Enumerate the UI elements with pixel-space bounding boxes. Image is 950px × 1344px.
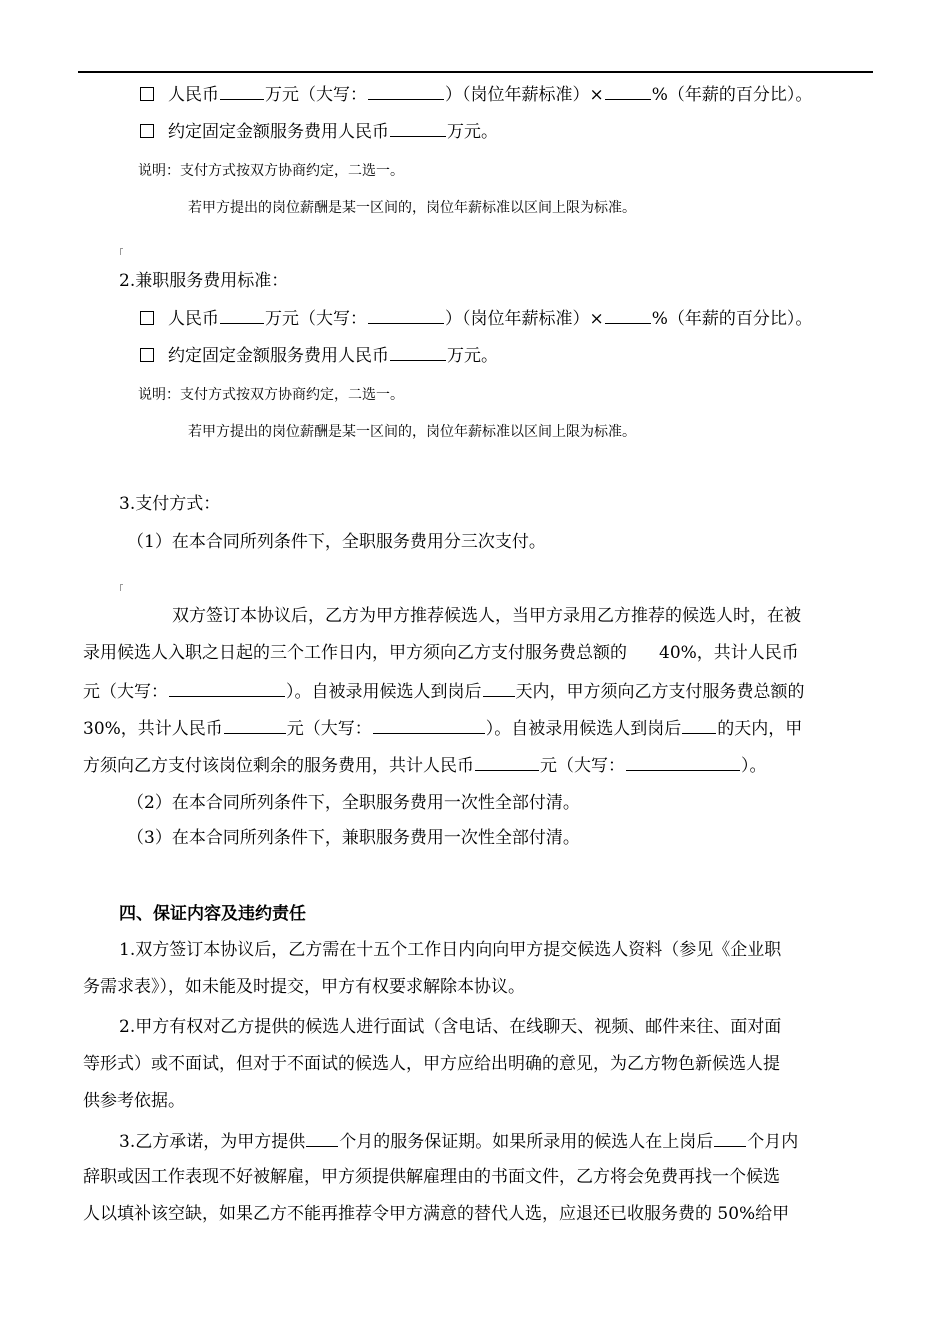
fee-option-percentage: 人民币 万元（大写： ）（岗位年薪标准）× %（年薪的百分比）。	[140, 306, 812, 330]
paragraph-line: 辞职或因工作表现不好被解雇，甲方须提供解雇理由的书面文件，乙方将会免费再找一个候选	[83, 1167, 780, 1187]
paragraph-line: 人以填补该空缺，如果乙方不能再推荐令甲方满意的替代人选，应退还已收服务费的 50%给甲	[83, 1204, 790, 1224]
checkbox-icon[interactable]	[140, 311, 154, 325]
blank-field[interactable]	[224, 716, 286, 734]
blank-field[interactable]	[714, 1129, 746, 1147]
header-rule	[78, 71, 873, 73]
blank-field[interactable]	[483, 679, 515, 697]
paragraph-line: 供参考依据。	[83, 1091, 185, 1111]
blank-field[interactable]	[169, 679, 285, 697]
paragraph-line: 双方签订本协议后，乙方为甲方推荐候选人，当甲方录用乙方推荐的候选人时，在被	[172, 606, 801, 626]
list-item: （2）在本合同所列条件下，全职服务费用一次性全部付清。	[127, 793, 580, 813]
paragraph-line: 30%，共计人民币 元（大写： ）。自被录用候选人到岗后 的天内，甲	[83, 716, 802, 740]
paragraph-line: 1.双方签订本协议后，乙方需在十五个工作日内向向甲方提交候选人资料（参见《企业职	[119, 940, 782, 960]
paragraph-line: 方须向乙方支付该岗位剩余的服务费用，共计人民币 元（大写： ）。	[83, 753, 767, 777]
note-line: 说明：支付方式按双方协商约定，二选一。	[138, 163, 404, 179]
blank-field[interactable]	[220, 306, 264, 324]
blank-field[interactable]	[306, 1129, 338, 1147]
blank-field[interactable]	[390, 119, 446, 137]
paragraph-mark	[120, 248, 123, 255]
blank-field[interactable]	[373, 716, 485, 734]
checkbox-icon[interactable]	[140, 348, 154, 362]
paragraph-line: 务需求表》），如未能及时提交，甲方有权要求解除本协议。	[83, 977, 525, 997]
section-heading: 四、保证内容及违约责任	[119, 904, 306, 924]
blank-field[interactable]	[605, 306, 651, 324]
checkbox-icon[interactable]	[140, 87, 154, 101]
list-item: （1）在本合同所列条件下，全职服务费用分三次支付。	[127, 532, 546, 552]
note-line: 若甲方提出的岗位薪酬是某一区间的，岗位年薪标准以区间上限为标准。	[188, 200, 636, 216]
paragraph-mark	[120, 584, 123, 591]
blank-field[interactable]	[390, 343, 446, 361]
blank-field[interactable]	[605, 82, 651, 100]
blank-field[interactable]	[220, 82, 264, 100]
list-item: （3）在本合同所列条件下，兼职服务费用一次性全部付清。	[127, 828, 580, 848]
blank-field[interactable]	[626, 753, 740, 771]
paragraph-line: 等形式）或不面试，但对于不面试的候选人，甲方应给出明确的意见，为乙方物色新候选人提	[83, 1054, 780, 1074]
blank-field[interactable]	[682, 716, 716, 734]
section-title: 3.支付方式：	[119, 494, 221, 514]
note-line: 说明：支付方式按双方协商约定，二选一。	[138, 387, 404, 403]
note-line: 若甲方提出的岗位薪酬是某一区间的，岗位年薪标准以区间上限为标准。	[188, 424, 636, 440]
section-title: 2.兼职服务费用标准：	[119, 271, 289, 291]
blank-field[interactable]	[475, 753, 539, 771]
checkbox-icon[interactable]	[140, 124, 154, 138]
blank-field[interactable]	[368, 82, 444, 100]
paragraph-line: 3.乙方承诺，为甲方提供 个月的服务保证期。如果所录用的候选人在上岗后 个月内	[119, 1129, 798, 1153]
fee-option-fixed: 约定固定金额服务费用人民币 万元。	[140, 119, 498, 143]
paragraph-line: 元（大写： ）。自被录用候选人到岗后 天内，甲方须向乙方支付服务费总额的	[83, 679, 805, 703]
fee-option-fixed: 约定固定金额服务费用人民币 万元。	[140, 343, 498, 367]
paragraph-line: 录用候选人入职之日起的三个工作日内，甲方须向乙方支付服务费总额的 40%，共计人民币	[83, 643, 799, 663]
fee-option-percentage: 人民币 万元（大写： ）（岗位年薪标准）× %（年薪的百分比）。	[140, 82, 812, 106]
paragraph-line: 2.甲方有权对乙方提供的候选人进行面试（含电话、在线聊天、视频、邮件来往、面对面	[119, 1017, 782, 1037]
blank-field[interactable]	[368, 306, 444, 324]
